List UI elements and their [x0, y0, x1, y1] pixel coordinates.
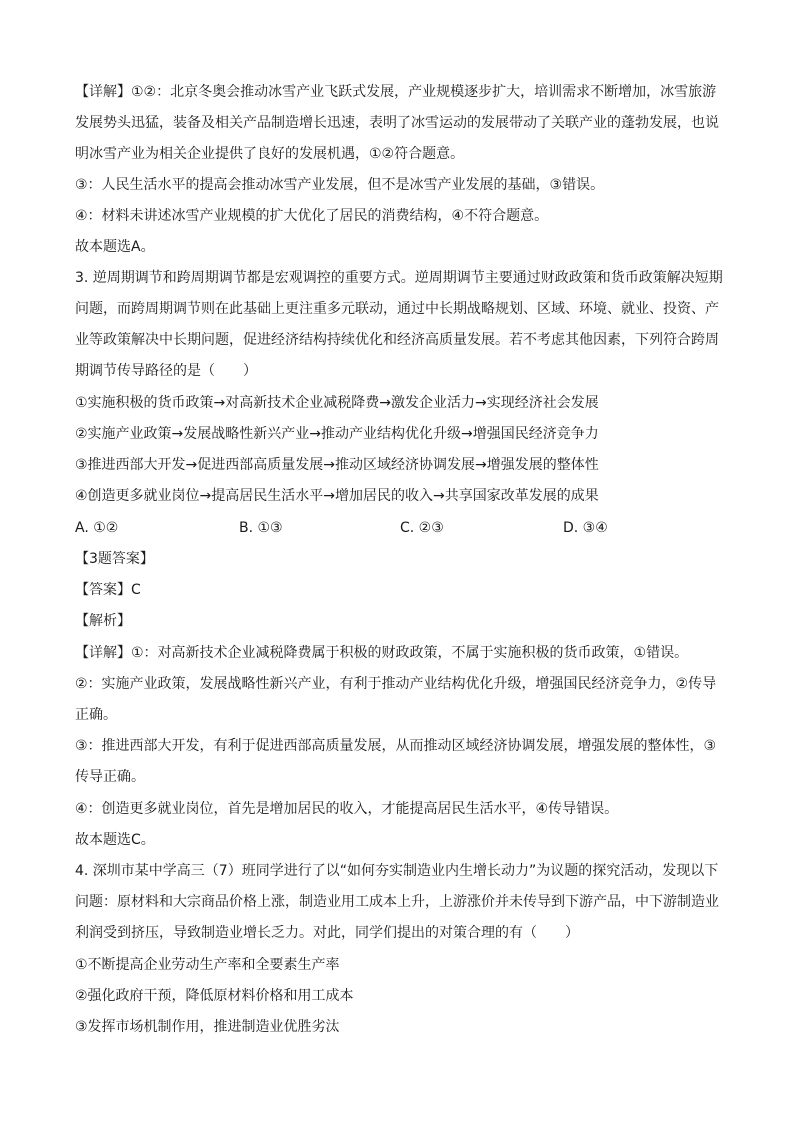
- q3-statement-2: ②实施产业政策→发展战略性新兴产业→推动产业结构优化升级→增强国民经济竞争力: [75, 426, 599, 442]
- q3-option-d: D. ③④: [563, 520, 608, 536]
- q3-analysis-heading: 【解析】: [75, 613, 131, 629]
- q4-stem-line-3: 利润受到挤压，导致制造业增长乏力。对此，同学们提出的对策合理的有（ ）: [75, 925, 579, 941]
- q3-detail-line-1: 【详解】①：对高新技术企业减税降费属于积极的财政政策，不属于实施积极的货币政策，①错误。: [75, 645, 689, 661]
- q3-detail-line-2a: ②：实施产业政策，发展战略性新兴产业，有利于推动产业结构优化升级，增强国民经济竞争力，②传导: [75, 676, 717, 692]
- q4-statement-3: ③发挥市场机制作用，推进制造业优胜劣汰: [75, 1019, 340, 1035]
- q3-answer-heading: 【3题答案】: [75, 551, 154, 567]
- q4-statement-1: ①不断提高企业劳动生产率和全要素生产率: [75, 957, 340, 973]
- q3-stem-line-3: 业等政策解决中长期问题，促进经济结构持续优化和经济高质量发展。若不考虑其他因素，下列符合跨周: [75, 332, 719, 348]
- q3-option-c: C. ②③: [400, 520, 444, 536]
- q3-statement-4: ④创造更多就业岗位→提高居民生活水平→增加居民的收入→共享国家改革发展的成果: [75, 488, 599, 504]
- q2-detail-line-3: 明冰雪产业为相关企业提供了良好的发展机遇，①②符合题意。: [75, 146, 465, 162]
- q3-statement-3: ③推进西部大开发→促进西部高质量发展→推动区域经济协调发展→增强发展的整体性: [75, 457, 599, 473]
- q4-stem-line-2: 问题：原材料和大宗商品价格上涨，制造业用工成本上升，上游涨价并未传导到下游产品，中下游制造业: [75, 894, 719, 910]
- q3-detail-line-3b: 传导正确。: [75, 769, 145, 785]
- q4-statement-2: ②强化政府干预，降低原材料价格和用工成本: [75, 988, 354, 1004]
- q3-option-b: B. ①③: [239, 520, 283, 536]
- q3-statement-1: ①实施积极的货币政策→对高新技术企业减税降费→激发企业活力→实现经济社会发展: [75, 395, 599, 411]
- q2-detail-line-2: 发展势头迅猛，装备及相关产品制造增长迅速，表明了冰雪运动的发展带动了关联产业的蓬勃发展，也说: [75, 115, 719, 131]
- q3-answer: 【答案】C: [75, 582, 141, 598]
- q3-option-a: A. ①②: [75, 520, 119, 536]
- q2-detail-line-1: 【详解】①②：北京冬奥会推动冰雪产业飞跃式发展，产业规模逐步扩大，培训需求不断增加，冰雪旅游: [75, 84, 717, 100]
- q3-stem-line-1: 3. 逆周期调节和跨周期调节都是宏观调控的重要方式。逆周期调节主要通过财政政策和货币政策解决短期: [75, 270, 723, 286]
- q2-detail-line-5: ④：材料未讲述冰雪产业规模的扩大优化了居民的消费结构，④不符合题意。: [75, 208, 549, 224]
- q3-detail-line-2b: 正确。: [75, 707, 117, 723]
- q3-detail-line-3a: ③：推进西部大开发，有利于促进西部高质量发展，从而推动区域经济协调发展，增强发展的整体性，③: [75, 738, 717, 754]
- q3-stem-line-2: 问题，而跨周期调节则在此基础上更注重多元联动，通过中长期战略规划、区域、环境、就业、投资、产: [75, 301, 719, 317]
- q3-conclusion: 故本题选C。: [75, 832, 155, 848]
- q2-conclusion: 故本题选A。: [75, 239, 155, 255]
- q3-stem-line-4: 期调节传导路径的是（ ）: [75, 363, 257, 379]
- q2-detail-line-4: ③：人民生活水平的提高会推动冰雪产业发展，但不是冰雪产业发展的基础，③错误。: [75, 177, 605, 193]
- q4-stem-line-1: 4. 深圳市某中学高三（7）班同学进行了以“如何夯实制造业内生增长动力”为议题的探究活动，发现以下: [75, 863, 719, 879]
- q3-detail-line-4: ④：创造更多就业岗位，首先是增加居民的收入，才能提高居民生活水平，④传导错误。: [75, 801, 619, 817]
